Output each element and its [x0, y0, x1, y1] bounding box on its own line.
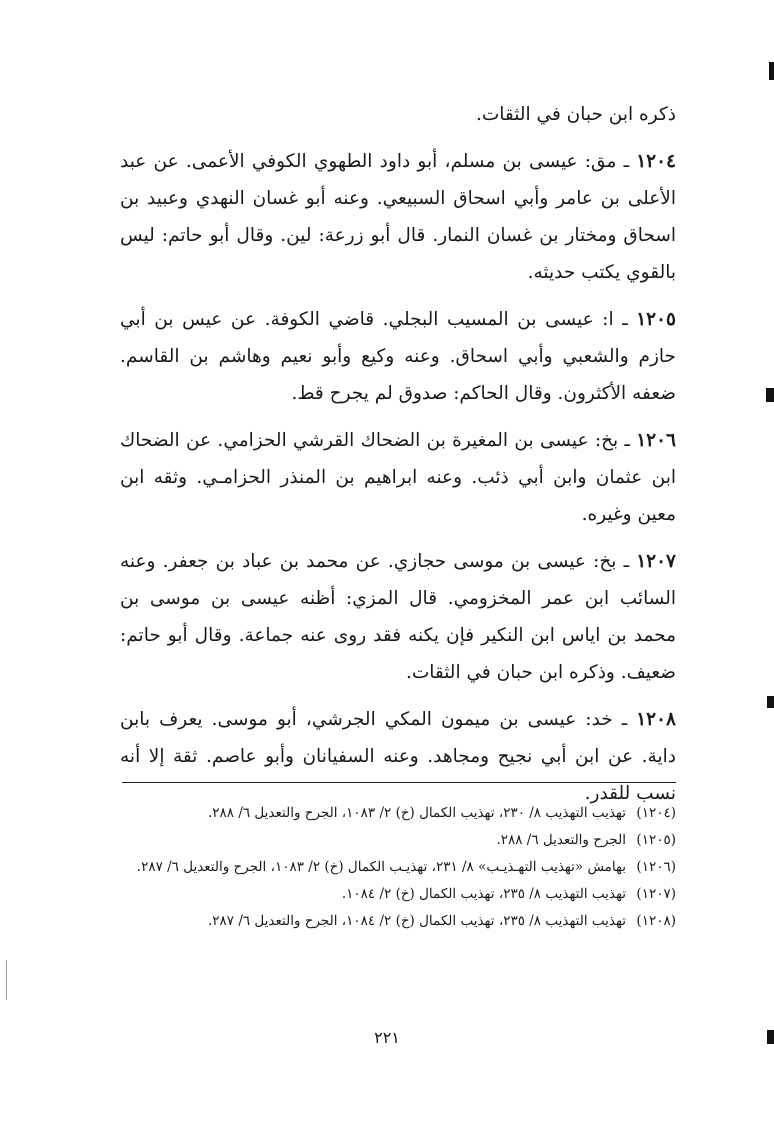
entry-number: ١٢٠٤	[636, 151, 676, 172]
biography-entry	[120, 143, 676, 291]
entry-text: ـ خد: عيسى بن ميمون المكي الجرشي، أبو موسى. يعرف بابن داية. عن ابن أبي نجيح ومجاهد. وعنه السفيانان وأبو عاصم. ثقة إلا أنه نسب للقدر.	[120, 709, 676, 804]
footnote-number: (١٢٠٨)	[636, 913, 676, 929]
footnote-number: (١٢٠٦)	[636, 859, 676, 875]
footnote-text: تهذيب التهذيب ٨/ ٢٣٥، تهذيب الكمال (خ) ٢/ ١٠٨٤.	[341, 886, 626, 902]
footnote	[120, 854, 676, 881]
footnote	[120, 800, 676, 827]
footnote-separator	[122, 782, 676, 783]
footnote-text: تهذيب التهذيب ٨/ ٢٣٠، تهذيب الكمال (خ) ٢/ ١٠٨٣، الجرح والتعديل ٦/ ٢٨٨.	[207, 805, 626, 821]
scan-edge-mark	[6, 960, 7, 1000]
biography-entry	[120, 301, 676, 412]
footnote-number: (١٢٠٧)	[636, 886, 676, 902]
footnote-text: بهامش «تهذيب التهـذيـب» ٨/ ٢٣١، تهذيـب الكمال (خ) ٢/ ١٠٨٣، الجرح والتعديل ٦/ ٢٨٧.	[136, 859, 626, 875]
main-text	[120, 96, 676, 822]
footnotes	[120, 800, 676, 935]
scan-edge-mark	[767, 1030, 774, 1044]
footnote	[120, 827, 676, 854]
continuation-line: ذكره ابن حبان في الثقات.	[476, 104, 676, 125]
footnote-text: الجرح والتعديل ٦/ ٢٨٨.	[496, 832, 626, 848]
footnote-number: (١٢٠٥)	[636, 832, 676, 848]
biography-entry	[120, 543, 676, 691]
scan-edge-mark	[769, 62, 774, 80]
entry-number: ١٢٠٦	[636, 430, 676, 451]
entry-text: ـ بخ: عيسى بن المغيرة بن الضحاك القرشي الحزامي. عن الضحاك ابن عثمان وابن أبي ذئب. وعنه ابراهيم بن المنذر الحزامـي. وثقه ابن معين وغيره.	[120, 430, 676, 525]
footnote	[120, 908, 676, 935]
entry-text: ـ مق: عيسى بن مسلم، أبو داود الطهوي الكوفي الأعمى. عن عبد الأعلى بن عامر وأبي اسحاق السبيعي. وعنه أبو غسان النهدي وعبيد بن اسحاق ومختار بن غسان النمار. قال أبو زرعة: لين. وقال أبو حاتم: ليس بالقوي يكتب حديثه.	[120, 151, 676, 283]
entry-number: ١٢٠٨	[636, 709, 676, 730]
biography-entry	[120, 701, 676, 812]
entry-number: ١٢٠٧	[636, 551, 676, 572]
entry-text: ـ بخ: عيسى بن موسى حجازي. عن محمد بن عباد بن جعفر. وعنه السائب ابن عمر المخزومي. قال المزي: أظنه عيسى بن موسى بن محمد بن اياس ابن النكير فإن يكنه فقد روى عنه جماعة. وقال أبو حاتم: ضعيف. وذكره ابن حبان في الثقات.	[120, 551, 676, 683]
footnote-text: تهذيب التهذيب ٨/ ٢٣٥، تهذيب الكمال (خ) ٢/ ١٠٨٤، الجرح والتعديل ٦/ ٢٨٧.	[207, 913, 626, 929]
biography-entry	[120, 422, 676, 533]
footnote	[120, 881, 676, 908]
entry-number: ١٢٠٥	[636, 309, 676, 330]
scan-edge-mark	[767, 696, 774, 708]
page-number: ٢٢١	[374, 1028, 400, 1047]
entry-text: ـ ا: عيسى بن المسيب البجلي. قاضي الكوفة. عن عيس بن أبي حازم والشعبي وأبي اسحاق. وعنه وكيع وأبو نعيم وهاشم بن القاسم. ضعفه الأكثرون. وقال الحاكم: صدوق لم يجرح قط.	[120, 309, 676, 404]
footnote-number: (١٢٠٤)	[636, 805, 676, 821]
scan-edge-mark	[766, 388, 774, 402]
